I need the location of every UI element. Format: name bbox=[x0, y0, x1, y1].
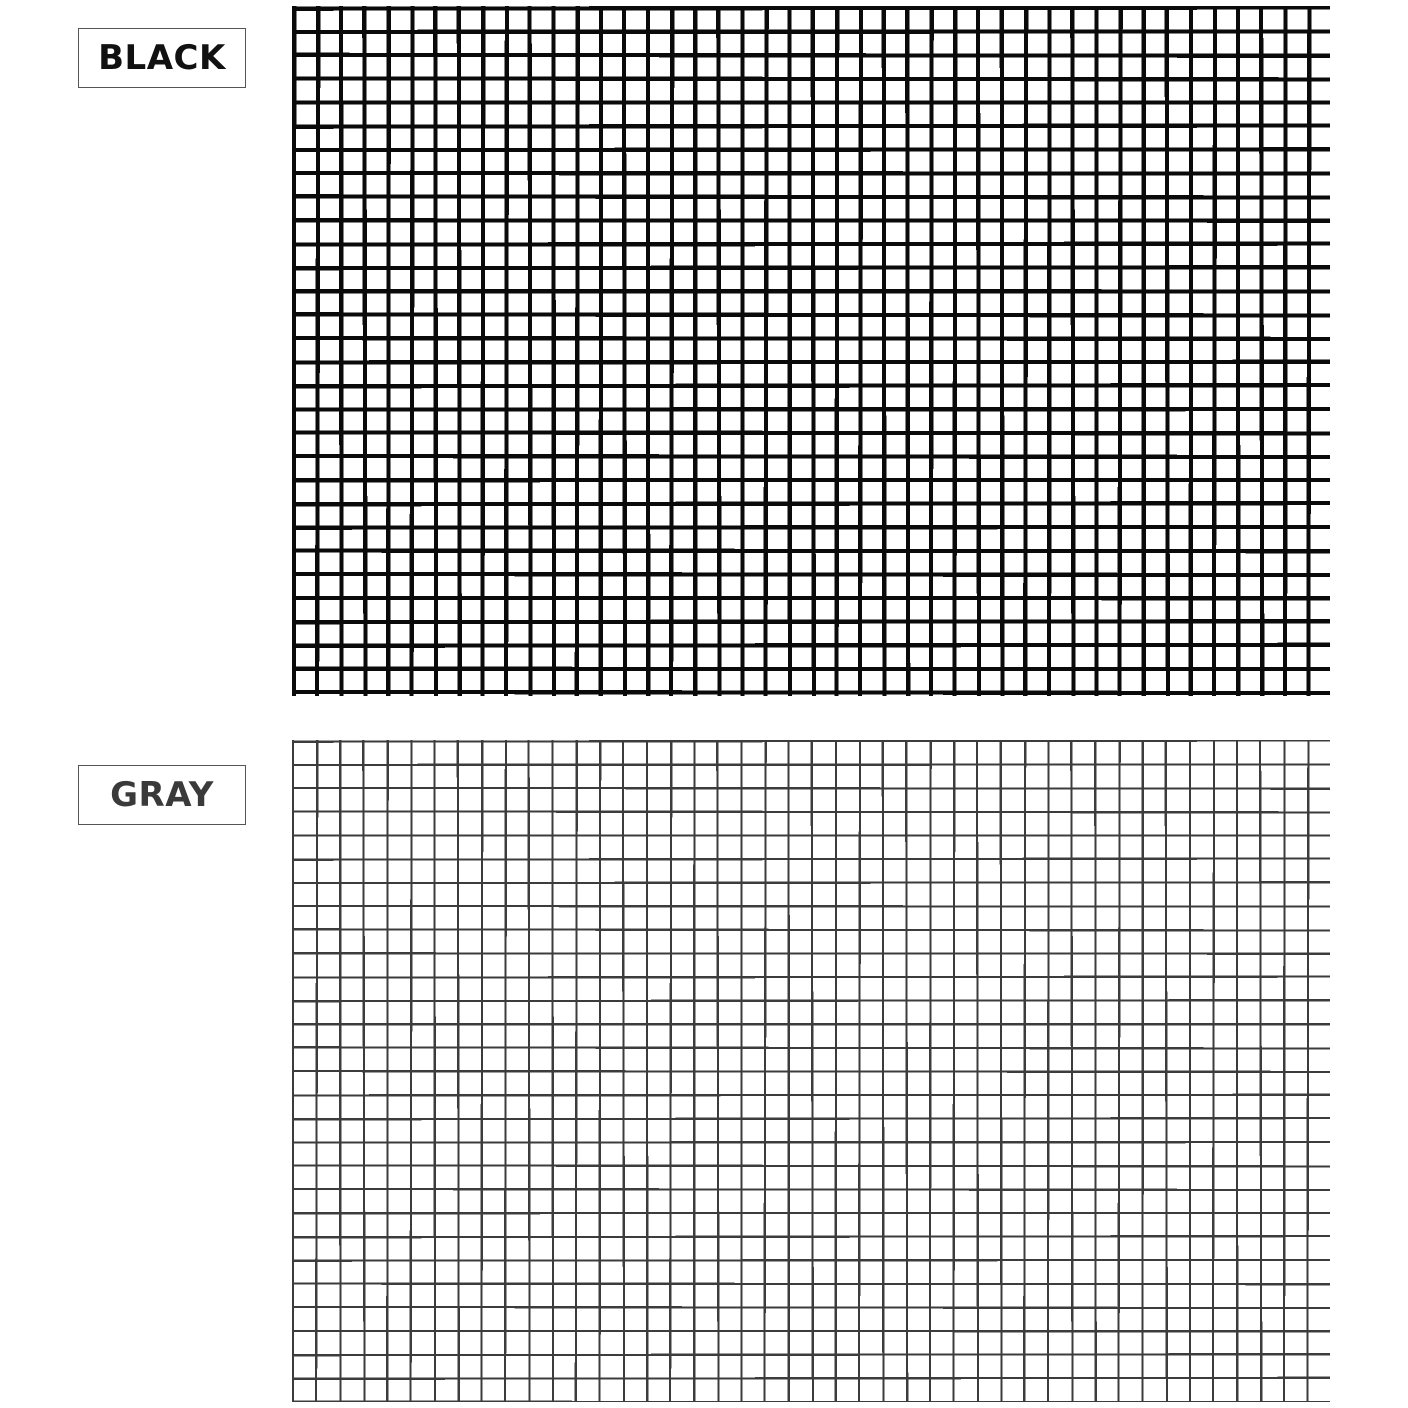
black-label-text: BLACK bbox=[98, 38, 226, 78]
gray-mesh-strands bbox=[292, 740, 1330, 1402]
black-mesh-swatch bbox=[292, 6, 1330, 696]
black-mesh-grid bbox=[292, 6, 1330, 696]
gray-label-text: GRAY bbox=[110, 775, 214, 815]
gray-color-label bbox=[78, 765, 246, 825]
gray-mesh-swatch bbox=[292, 740, 1330, 1402]
black-color-label bbox=[78, 28, 246, 88]
gray-mesh-grid bbox=[292, 740, 1330, 1402]
black-mesh-strands bbox=[292, 6, 1330, 696]
